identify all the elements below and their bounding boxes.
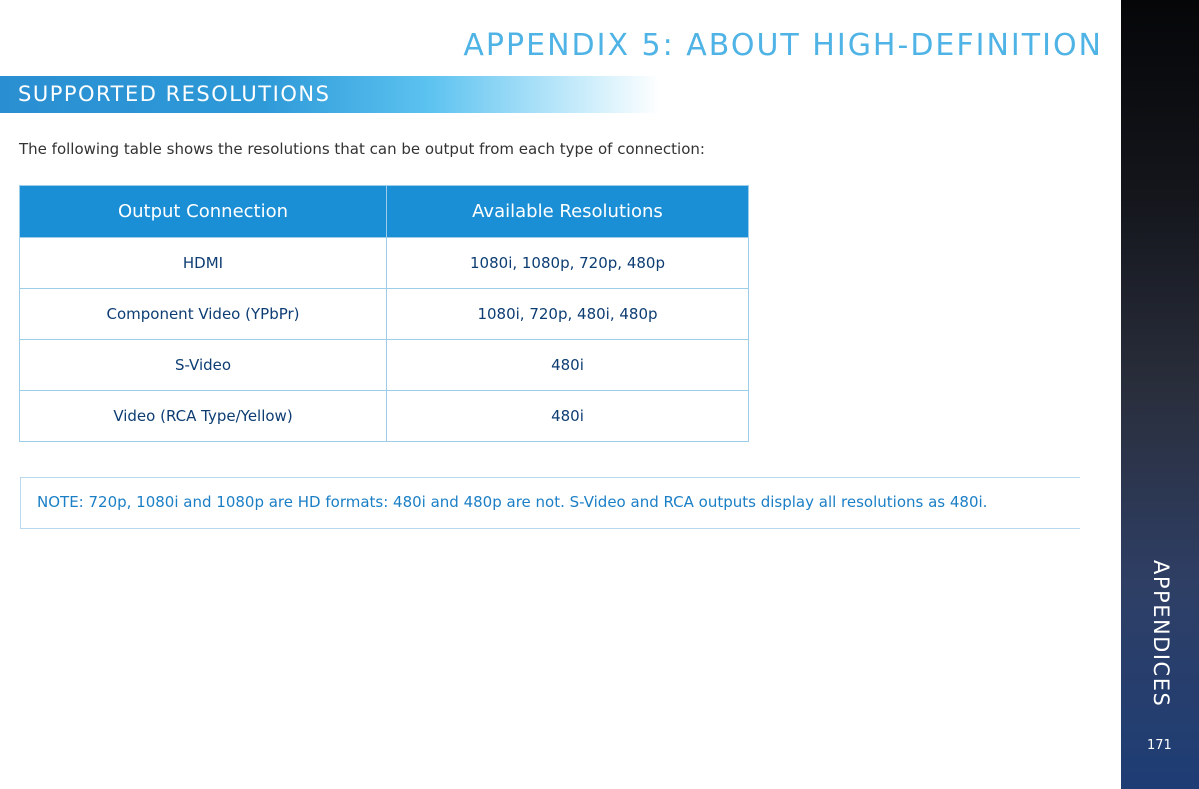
connection-cell: Video (RCA Type/Yellow) [20, 391, 387, 442]
table-row [20, 391, 749, 442]
resolutions-cell: 480i [387, 340, 749, 391]
connection-cell: Component Video (YPbPr) [20, 289, 387, 340]
table-row [20, 340, 749, 391]
column-header-available-resolutions: Available Resolutions [387, 186, 749, 238]
side-tab-label: APPENDICES [1149, 560, 1173, 708]
resolutions-cell: 480i [387, 391, 749, 442]
intro-text: The following table shows the resolutions that can be output from each type of connection: [19, 140, 705, 158]
column-header-output-connection: Output Connection [20, 186, 387, 238]
table-row [20, 238, 749, 289]
appendix-title: APPENDIX 5: ABOUT HIGH-DEFINITION [463, 28, 1103, 63]
section-title: SUPPORTED RESOLUTIONS [18, 82, 331, 106]
resolutions-table [19, 185, 749, 442]
connection-cell: S-Video [20, 340, 387, 391]
connection-cell: HDMI [20, 238, 387, 289]
table-header-row [20, 186, 749, 238]
note-box [20, 477, 1080, 529]
page-number: 171 [1147, 738, 1172, 753]
resolutions-cell: 1080i, 720p, 480i, 480p [387, 289, 749, 340]
note-text: NOTE: 720p, 1080i and 1080p are HD formats: 480i and 480p are not. S-Video and RCA outputs display all resolutions as 480i. [37, 493, 988, 511]
resolutions-cell: 1080i, 1080p, 720p, 480p [387, 238, 749, 289]
side-tab [1121, 0, 1199, 789]
section-banner [0, 76, 660, 113]
table-row [20, 289, 749, 340]
